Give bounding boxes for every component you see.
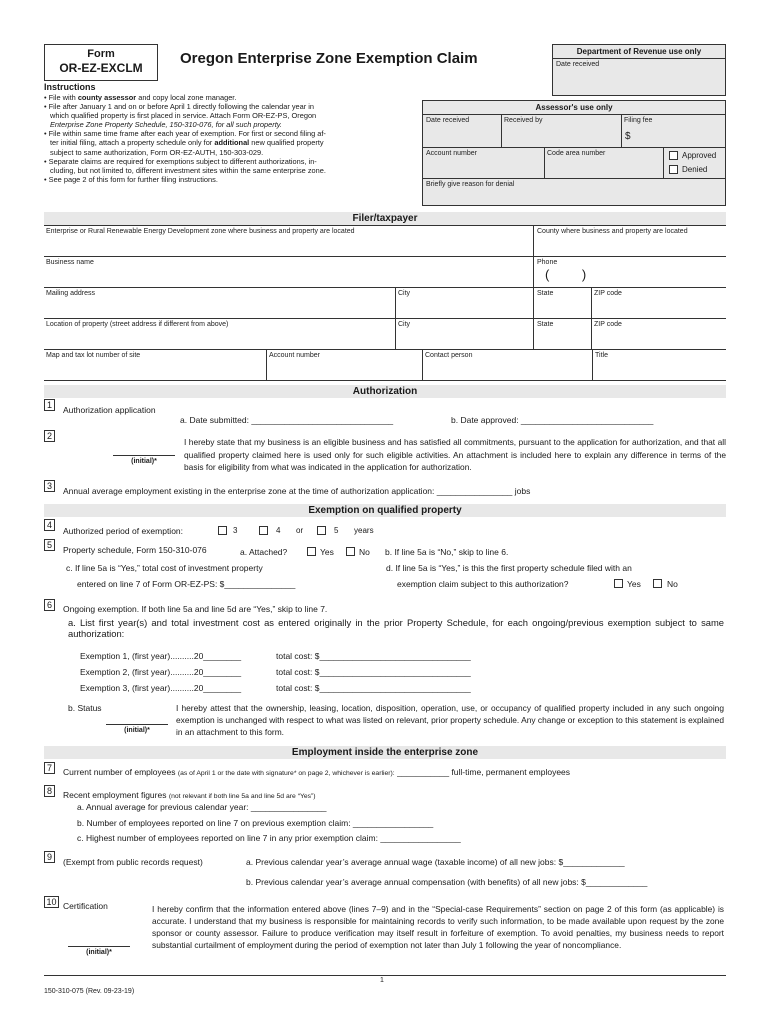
approved-label: Approved: [682, 151, 717, 160]
line-5a-no-label: No: [359, 547, 370, 557]
line-7-label: Current number of employees: [63, 767, 176, 777]
exemption-1-year[interactable]: Exemption 1, (first year)..........20________: [80, 651, 242, 661]
footer-rule: [44, 975, 726, 976]
assessor-date-received: Date received: [426, 117, 470, 124]
line-2-statement: I hereby state that my business is an eligible business and has satisfied all commitments, pursuant to the application for authorization, and that all qualified property claimed here is used only for such eligible activities. An attachment is included here to explain any difference in terms of the basis for eligibility from what was indicated in the application for authorization.: [184, 437, 726, 472]
period-4-label: 4: [276, 526, 281, 535]
line-9-number: 9: [44, 851, 55, 863]
assessor-code-area: Code area number: [547, 150, 606, 157]
line-7-tail: ___________ full-time, permanent employees: [397, 767, 571, 777]
line-5d-no-checkbox[interactable]: [653, 579, 662, 588]
state2-label: State: [537, 321, 554, 328]
county-label: County where business and property are located: [537, 228, 688, 235]
contact-person-label: Contact person: [425, 352, 473, 359]
line-10-label: Certification: [63, 901, 108, 911]
line-8-heading: [63, 790, 316, 800]
property-location-field[interactable]: [46, 331, 392, 347]
state-field[interactable]: [537, 300, 589, 316]
section-filer: Filer/taxpayer: [44, 212, 726, 225]
line-5c-text-1: c. If line 5a is “Yes,” total cost of investment property: [66, 563, 263, 573]
map-tax-lot-label: Map and tax lot number of site: [46, 352, 141, 359]
line-6b-initial-field[interactable]: [106, 724, 168, 725]
city2-label: City: [398, 321, 411, 328]
line-5a-yes-checkbox[interactable]: [307, 547, 316, 556]
line-5a-label: a. Attached?: [240, 547, 288, 557]
assessor-use-box: [422, 100, 726, 206]
date-submitted[interactable]: a. Date submitted: ______________________________: [180, 415, 394, 425]
business-name-label: Business name: [46, 259, 94, 266]
line-4-label: Authorized period of exemption:: [63, 526, 184, 536]
mailing-address-label: Mailing address: [46, 290, 96, 297]
line-8a-text[interactable]: a. Annual average for previous calendar year: ________________: [77, 802, 327, 812]
period-3-label: 3: [233, 526, 238, 535]
account-number-label: Account number: [269, 352, 320, 359]
line-9b-text[interactable]: b. Previous calendar year’s average annual compensation (with benefits) of all new jobs: $_____________: [246, 877, 648, 887]
line-6-label: Ongoing exemption. If both line 5a and line 5d are “Yes,” skip to line 7.: [63, 604, 328, 614]
map-tax-lot-field[interactable]: [46, 362, 264, 378]
contact-person-field[interactable]: [425, 362, 589, 378]
business-name-field[interactable]: [46, 269, 530, 285]
section-authorization: Authorization: [44, 385, 726, 398]
line-5-label: Property schedule, Form 150-310-076: [63, 545, 207, 555]
dor-date-received: Date received: [556, 61, 600, 68]
title-label: Title: [595, 352, 608, 359]
line-5d-yes-checkbox[interactable]: [614, 579, 623, 588]
phone-field[interactable]: ( ): [545, 267, 587, 282]
form-id: OR-EZ-EXCLM: [59, 61, 143, 75]
instruction-line-10: • See page 2 of this form for further filing instructions.: [44, 174, 218, 184]
city-field[interactable]: [398, 300, 532, 316]
line-8b-text[interactable]: b. Number of employees reported on line 7 on previous exemption claim: _________________: [77, 818, 434, 828]
line-6b-label: b. Status: [68, 703, 102, 713]
section-employment: Employment inside the enterprise zone: [44, 746, 726, 759]
line-5d-no-label: No: [667, 579, 678, 589]
line-8-label: Recent employment figures: [63, 790, 167, 800]
form-label: Form: [87, 48, 115, 60]
section-exemption: Exemption on qualified property: [44, 504, 726, 517]
line-7-text[interactable]: [63, 767, 570, 777]
assessor-denial-reason: Briefly give reason for denial: [426, 181, 515, 188]
assessor-received-by: Received by: [504, 117, 543, 124]
zone-label: Enterprise or Rural Renewable Energy Development zone where business and property are located: [46, 228, 355, 235]
zip-label: ZIP code: [594, 290, 622, 297]
line-6-number: 6: [44, 599, 55, 611]
instruction-line-5: • File within same time frame after each year of exemption. For first or second filing af-: [44, 129, 326, 139]
line-6a-text: a. List first year(s) and total investment cost as entered originally in the prior Property Schedule, for each ongoing/previous exemption subject to same authorization:: [68, 617, 724, 639]
line-3-number: 3: [44, 480, 55, 492]
exemption-2-year[interactable]: Exemption 2, (first year)..........20________: [80, 667, 242, 677]
city-label: City: [398, 290, 411, 297]
exemption-2-cost[interactable]: total cost: $________________________________: [276, 667, 471, 677]
instruction-line-7: subject to same authorization, Form OR-EZ-AUTH, 150-303-029.: [50, 147, 264, 157]
line-7-note: (as of April 1 or the date with signature* on page 2, whichever is earlier):: [177, 770, 395, 777]
line-10-initial-label: (initial)*: [86, 949, 112, 956]
denied-label: Denied: [682, 165, 708, 174]
instruction-line-6: ter initial filing, attach a property schedule only for additional new qualified property: [50, 138, 324, 148]
period-3-checkbox[interactable]: [218, 526, 227, 535]
instruction-line-8: • Separate claims are required for exemptions subject to different authorizations, in-: [44, 156, 317, 166]
period-or: or: [296, 526, 304, 535]
line-4-number: 4: [44, 519, 55, 531]
date-approved[interactable]: b. Date approved: ____________________________: [451, 415, 654, 425]
line-1-label: Authorization application: [63, 405, 156, 415]
line-8c-text[interactable]: c. Highest number of employees reported on line 7 in any prior exemption claim: _________________: [77, 833, 461, 843]
line-5d-text-1: d. If line 5a is “Yes,” is this the first property schedule filed with an: [386, 563, 632, 573]
form-id-box: [44, 44, 158, 81]
line-5d-text-2: exemption claim subject to this authorization?: [397, 579, 569, 589]
line-2-initial-label: (initial)*: [131, 458, 157, 465]
form-code: 150-310-075 (Rev. 09-23-19): [44, 988, 135, 995]
line-8-note: (not relevant if both line 5a and line 5d are “Yes”): [168, 793, 316, 800]
line-9a-text[interactable]: a. Previous calendar year’s average annual wage (taxable income) of all new jobs: $_____________: [246, 857, 625, 867]
zone-field[interactable]: [46, 238, 530, 254]
exemption-1-cost[interactable]: total cost: $________________________________: [276, 651, 471, 661]
period-5-label: 5: [334, 526, 339, 535]
line-10-initial-field[interactable]: [68, 946, 130, 947]
line-5c-text-2[interactable]: entered on line 7 of Form OR-EZ-PS: $_______________: [77, 579, 296, 589]
city2-field[interactable]: [398, 331, 532, 347]
filing-fee-dollar: $: [625, 131, 631, 142]
exemption-3-cost[interactable]: total cost: $________________________________: [276, 683, 471, 693]
instructions-list: [44, 93, 416, 184]
mailing-address-field[interactable]: [46, 300, 392, 316]
line-10-number: 10: [44, 896, 59, 908]
assessor-box-title: Assessor's use only: [535, 103, 613, 112]
instruction-line-9: cluding, but not limited to, different investment sites within the same enterprise zone.: [50, 165, 326, 175]
page-title: Oregon Enterprise Zone Exemption Claim: [180, 50, 478, 67]
line-3-text[interactable]: Annual average employment existing in the enterprise zone at the time of authorization application: ________________ jobs: [63, 486, 531, 496]
line-7-number: 7: [44, 762, 55, 774]
instructions-heading: Instructions: [44, 82, 96, 92]
state-label: State: [537, 290, 554, 297]
title-field[interactable]: [595, 362, 723, 378]
assessor-account-number: Account number: [426, 150, 477, 157]
page-number: 1: [380, 977, 384, 984]
line-9-label: (Exempt from public records request): [63, 857, 203, 867]
line-1-number: 1: [44, 399, 55, 411]
line-5a-yes-label: Yes: [320, 547, 334, 557]
instruction-line-2: • File after January 1 and on or before April 1 directly following the calendar year in: [44, 102, 315, 112]
line-5a-no-checkbox[interactable]: [346, 547, 355, 556]
line-5b-text: b. If line 5a is “No,” skip to line 6.: [385, 547, 509, 557]
instruction-line-3: which qualified property is first placed in service. Attach Form OR-EZ-PS, Oregon: [50, 111, 317, 121]
account-number-field[interactable]: [269, 362, 419, 378]
zip2-field[interactable]: [594, 331, 722, 347]
dor-box-title: Department of Revenue use only: [576, 47, 702, 56]
line-8-number: 8: [44, 785, 55, 797]
approved-checkbox[interactable]: [669, 151, 678, 160]
line-5-number: 5: [44, 539, 55, 551]
line-6b-initial-label: (initial)*: [124, 727, 150, 734]
line-10-statement: I hereby confirm that the information entered above (lines 7–9) and in the “Special-case Requirements” section on page 2 of this form (as applicable) is accurate. I understand that my business is responsible for maintaining records to verify such information, to be made available upon request by the zone sponsor or county assessor. Failure to produce verification may itself result in forfeiture of exemption. To avoid penalties, my business needs to report substantial curtailment of employment during the period of exemption not later than July 1 following the year of noncompliance.: [152, 904, 724, 950]
property-location-label: Location of property (street address if different from above): [46, 321, 229, 328]
period-4-checkbox[interactable]: [259, 526, 268, 535]
zip-field[interactable]: [594, 300, 722, 316]
county-field[interactable]: [537, 238, 723, 254]
line-6b-statement: I hereby attest that the ownership, leasing, location, disposition, operation, use, or occupancy of qualified property included in any such ongoing exemption is unchanged with respect to what was listed on relevant, prior property schedule. Any change or exception to this statement is explained in an attachment to this form.: [176, 703, 724, 737]
line-5d-yes-label: Yes: [627, 579, 641, 589]
assessor-filing-fee: Filing fee: [624, 117, 653, 124]
line-2-initial-field[interactable]: [113, 455, 175, 456]
zip2-label: ZIP code: [594, 321, 622, 328]
phone-label: Phone: [537, 259, 558, 266]
instruction-line-1: • File with county assessor and copy local zone manager.: [44, 93, 237, 102]
denied-checkbox[interactable]: [669, 165, 678, 174]
exemption-3-year[interactable]: Exemption 3, (first year)..........20________: [80, 683, 242, 693]
state2-field[interactable]: [537, 331, 589, 347]
dor-use-box: [552, 44, 726, 96]
line-2-number: 2: [44, 430, 55, 442]
period-years: years: [354, 526, 374, 535]
instruction-line-4: Enterprise Zone Property Schedule, 150-310-076, for all such property.: [50, 120, 282, 130]
period-5-checkbox[interactable]: [317, 526, 326, 535]
